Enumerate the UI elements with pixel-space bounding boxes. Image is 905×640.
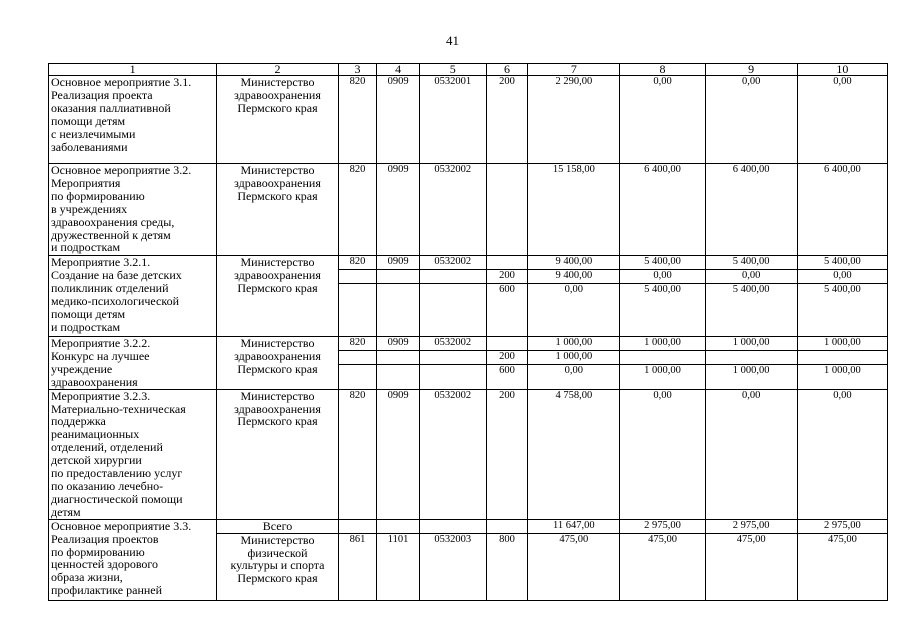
cell-c8: 1 000,00: [620, 364, 705, 389]
cell-c7: 0,00: [528, 283, 620, 336]
cell-c6: 200: [486, 76, 528, 164]
cell-c8: 0,00: [620, 269, 705, 283]
cell-c6: 800: [486, 533, 528, 600]
cell-c4: 0909: [377, 336, 420, 350]
cell-c3: [338, 283, 377, 336]
cell-c6: 600: [486, 364, 528, 389]
table-row: [49, 389, 888, 519]
cell-c7: 0,00: [528, 364, 620, 389]
cell-c4: [377, 269, 420, 283]
cell-c3: 820: [338, 164, 377, 256]
budget-table: [48, 63, 888, 601]
cell-c7: 4 758,00: [528, 389, 620, 519]
cell-c9: 475,00: [705, 533, 797, 600]
cell-c10: 0,00: [797, 269, 887, 283]
activity-name: Основное мероприятие 3.3. Реализация проектов по формированию ценностей здорового образа жизни, профилактике ранней: [49, 519, 217, 600]
cell-c7: 1 000,00: [528, 336, 620, 350]
cell-c10: 1 000,00: [797, 336, 887, 350]
column-header: 4: [377, 64, 420, 76]
cell-c7: 11 647,00: [528, 519, 620, 533]
cell-c8: [620, 350, 705, 364]
table-row: [49, 336, 888, 350]
cell-c6: [486, 164, 528, 256]
cell-c3: 820: [338, 76, 377, 164]
cell-c5: 0532003: [419, 533, 486, 600]
header-row: [49, 64, 888, 76]
cell-c9: 0,00: [705, 269, 797, 283]
cell-c3: 861: [338, 533, 377, 600]
organization-name: Министерство здравоохранения Пермского края: [217, 76, 339, 164]
cell-c3: [338, 364, 377, 389]
column-header: 8: [620, 64, 705, 76]
cell-c5: 0532002: [419, 389, 486, 519]
activity-name: Основное мероприятие 3.2. Мероприятия по формированию в учреждениях здравоохранения среды, дружественной к детям и подросткам: [49, 164, 217, 256]
cell-c10: 5 400,00: [797, 256, 887, 270]
page-number: 41: [446, 33, 459, 48]
cell-c10: 1 000,00: [797, 364, 887, 389]
cell-c7: 2 290,00: [528, 76, 620, 164]
table-row: [49, 164, 888, 256]
cell-c3: [338, 519, 377, 533]
cell-c5: [419, 350, 486, 364]
cell-c8: 0,00: [620, 76, 705, 164]
cell-c4: 0909: [377, 256, 420, 270]
cell-c9: 5 400,00: [705, 256, 797, 270]
cell-c5: [419, 269, 486, 283]
column-header: 6: [486, 64, 528, 76]
column-header: 2: [217, 64, 339, 76]
cell-c7: 475,00: [528, 533, 620, 600]
cell-c3: [338, 350, 377, 364]
cell-c3: [338, 269, 377, 283]
table-row: [49, 519, 888, 533]
cell-c9: 0,00: [705, 389, 797, 519]
table-row: [49, 76, 888, 164]
cell-c9: 1 000,00: [705, 336, 797, 350]
activity-name: Мероприятие 3.2.1. Создание на базе детских поликлиник отделений медико-психологической помощи детям и подросткам: [49, 256, 217, 337]
organization-name: Министерство здравоохранения Пермского края: [217, 389, 339, 519]
cell-c7: 15 158,00: [528, 164, 620, 256]
cell-c10: 0,00: [797, 76, 887, 164]
column-header: 7: [528, 64, 620, 76]
cell-c6: 200: [486, 350, 528, 364]
column-header: 5: [419, 64, 486, 76]
column-header: 10: [797, 64, 887, 76]
cell-c5: 0532002: [419, 164, 486, 256]
cell-c3: 820: [338, 256, 377, 270]
cell-c4: [377, 519, 420, 533]
column-header: 3: [338, 64, 377, 76]
activity-name: Мероприятие 3.2.2. Конкурс на лучшее учреждение здравоохранения: [49, 336, 217, 389]
cell-c4: [377, 364, 420, 389]
cell-c6: 200: [486, 269, 528, 283]
cell-c3: 820: [338, 336, 377, 350]
cell-c4: 1101: [377, 533, 420, 600]
activity-name: Основное мероприятие 3.1. Реализация проекта оказания паллиативной помощи детям с неизлечимыми заболеваниями: [49, 76, 217, 164]
organization-name: Министерство здравоохранения Пермского края: [217, 256, 339, 337]
cell-c4: 0909: [377, 164, 420, 256]
organization-name: Министерство здравоохранения Пермского края: [217, 164, 339, 256]
cell-c8: 475,00: [620, 533, 705, 600]
cell-c5: 0532002: [419, 256, 486, 270]
cell-c8: 6 400,00: [620, 164, 705, 256]
cell-c7: 9 400,00: [528, 269, 620, 283]
cell-c10: 2 975,00: [797, 519, 887, 533]
cell-c9: 0,00: [705, 76, 797, 164]
cell-c9: 5 400,00: [705, 283, 797, 336]
cell-c6: [486, 519, 528, 533]
total-label: Всего: [217, 519, 339, 533]
cell-c6: 600: [486, 283, 528, 336]
table-row: [49, 256, 888, 270]
cell-c7: 1 000,00: [528, 350, 620, 364]
cell-c10: 6 400,00: [797, 164, 887, 256]
cell-c6: [486, 336, 528, 350]
cell-c10: 5 400,00: [797, 283, 887, 336]
cell-c5: 0532001: [419, 76, 486, 164]
organization-name: Министерство здравоохранения Пермского края: [217, 336, 339, 389]
cell-c7: 9 400,00: [528, 256, 620, 270]
cell-c8: 5 400,00: [620, 256, 705, 270]
cell-c5: 0532002: [419, 336, 486, 350]
cell-c9: [705, 350, 797, 364]
cell-c5: [419, 519, 486, 533]
cell-c3: 820: [338, 389, 377, 519]
cell-c4: [377, 350, 420, 364]
cell-c4: 0909: [377, 76, 420, 164]
column-header: 1: [49, 64, 217, 76]
cell-c10: 475,00: [797, 533, 887, 600]
cell-c10: [797, 350, 887, 364]
cell-c5: [419, 283, 486, 336]
cell-c6: [486, 256, 528, 270]
cell-c8: 0,00: [620, 389, 705, 519]
cell-c5: [419, 364, 486, 389]
cell-c10: 0,00: [797, 389, 887, 519]
organization-name: Министерство физической культуры и спорта Пермского края: [217, 533, 339, 600]
cell-c9: 6 400,00: [705, 164, 797, 256]
cell-c6: 200: [486, 389, 528, 519]
cell-c8: 1 000,00: [620, 336, 705, 350]
cell-c4: 0909: [377, 389, 420, 519]
cell-c8: 5 400,00: [620, 283, 705, 336]
cell-c8: 2 975,00: [620, 519, 705, 533]
column-header: 9: [705, 64, 797, 76]
activity-name: Мероприятие 3.2.3. Материально-техническая поддержка реанимационных отделений, отделений детской хирургии по предоставлению услуг по оказанию лечебно- диагностической помощи детям: [49, 389, 217, 519]
cell-c9: 1 000,00: [705, 364, 797, 389]
cell-c4: [377, 283, 420, 336]
cell-c9: 2 975,00: [705, 519, 797, 533]
